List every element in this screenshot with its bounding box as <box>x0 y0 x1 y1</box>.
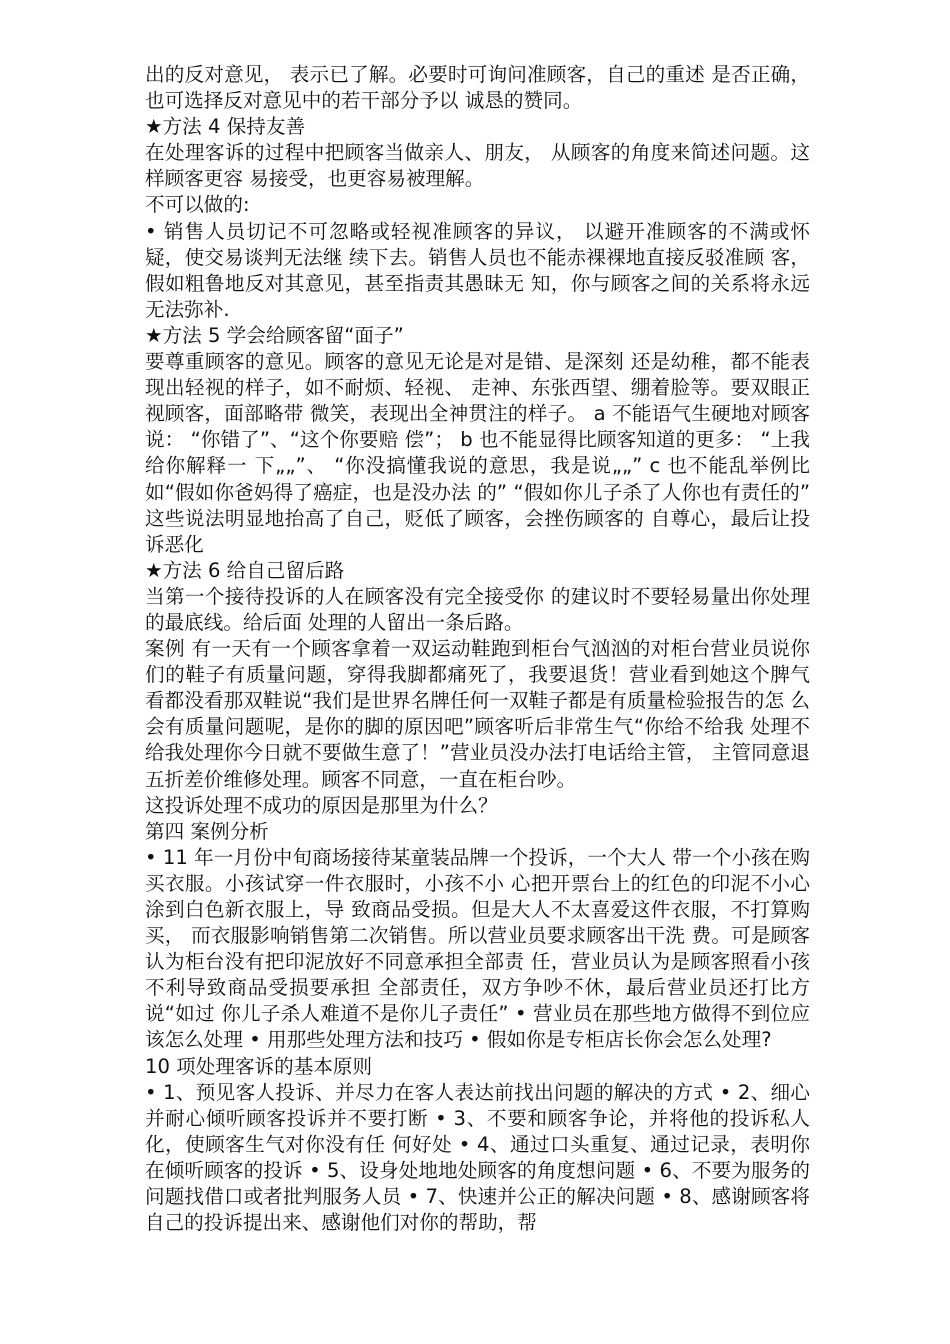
para-method-4: 在处理客诉的过程中把顾客当做亲人、朋友， 从顾客的角度来简述问题。这样顾客更容 易接受，也更容易被理解。 <box>145 141 810 191</box>
para-ten-principles: • 1、预见客人投诉、并尽力在客人表达前找出问题的解决的方式 • 2、细心并耐心倾听顾客投诉并不要打断 • 3、不要和顾客争论，并将他的投诉私人化，使顾客生气对你没有任 何好处 • 4、通过口头重复、通过记录，表明你在倾听顾客的投诉 • 5、设身处地地处顾客的角度想问题 • 6、不要为服务的问题找借口或者批判服务人员 • 7、快速并公正的解决问题 • 8、感谢顾客将自己的投诉提出来、感谢他们对你的帮助，帮 <box>145 1080 810 1235</box>
para-case-analysis: • 11 年一月份中旬商场接待某童装品牌一个投诉，一个大人 带一个小孩在购买衣服。小孩试穿一件衣服时，小孩不小 心把开票台上的红色的印泥不小心涂到白色新衣服上，导 致商品受损。但是大人不太喜爱这件衣服，不打算购买， 而衣服影响销售第二次销售。所以营业员要求顾客出干洗 费。可是顾客认为柜台没有把印泥放好不同意承担全部责 任，营业员认为是顾客照看小孩不利导致商品受损要承担 全部责任，双方争吵不休，最后营业员还打比方说“如过 你儿子杀人难道不是你儿子责任” • 营业员在那些地方做得不到位应该怎么处理 • 用那些处理方法和技巧 • 假如你是专柜店长你会怎么处理? <box>145 845 810 1052</box>
heading-case-analysis: 第四 案例分析 <box>145 819 269 843</box>
para-method-6: 当第一个接待投诉的人在顾客没有完全接受你 的建议时不要轻易量出你处理的最底线。给后面 处理的人留出一条后路。 <box>145 584 810 634</box>
document-body <box>145 62 810 1236</box>
para-method-5: 要尊重顾客的意见。顾客的意见无论是对是错、是深刻 还是幼稚，都不能表现出轻视的样子，如不耐烦、轻视、 走神、东张西望、绷着脸等。要双眼正视顾客，面部略带 微笑，表现出全神贯注的样子。 a 不能语气生硬地对顾客说： “你错了”、“这个你要赔 偿”； b 也不能显得比顾客知道的更多： “上我给你解释一 下„„”、 “你没搞懂我说的意思，我是说„„” c 也不能乱举例比如“假如你爸妈得了癌症，也是没办法 的” “假如你儿子杀了人你也有责任的” 这些说法明显地抬高了自己，贬低了顾客，会挫伤顾客的 自尊心，最后让投诉恶化 <box>145 350 810 556</box>
heading-method-4: ★方法 4 保持友善 <box>145 115 306 139</box>
heading-method-6: ★方法 6 给自己留后路 <box>145 558 345 582</box>
para-cannot-do: • 销售人员切记不可忽略或轻视准顾客的异议， 以避开准顾客的不满或怀疑，使交易谈判无法继 续下去。销售人员也不能赤裸裸地直接反驳准顾 客，假如粗鲁地反对其意见，甚至指责其愚昧无 知，你与顾客之间的关系将永远无法弥补. <box>145 219 810 321</box>
para-case-question: 这投诉处理不成功的原因是那里为什么？ <box>145 793 498 817</box>
para-case-shoes: 案例 有一天有一个顾客拿着一双运动鞋跑到柜台气汹汹的对柜台营业员说你 们的鞋子有质量问题，穿得我脚都痛死了，我要退货！营业看到她这个脾气 看都没看那双鞋说“我们是世界名牌任何一双鞋子都是有质量检验报告的怎 么会有质量问题呢，是你的脚的原因吧”顾客听后非常生气“你给不给我 处理不给我处理你今日就不要做生意了！”营业员没办法打电话给主管， 主管同意退五折差价维修处理。顾客不同意，一直在柜台吵。 <box>145 637 810 791</box>
para-objection-restate: 出的反对意见， 表示已了解。必要时可询问准顾客，自己的重述 是否正确，也可选择反对意见中的若干部分予以 诚恳的赞同。 <box>145 63 810 113</box>
heading-ten-principles: 10 项处理客诉的基本原则 <box>145 1054 373 1078</box>
heading-method-5: ★方法 5 学会给顾客留“面子” <box>145 323 404 347</box>
heading-cannot-do: 不可以做的: <box>145 193 250 217</box>
